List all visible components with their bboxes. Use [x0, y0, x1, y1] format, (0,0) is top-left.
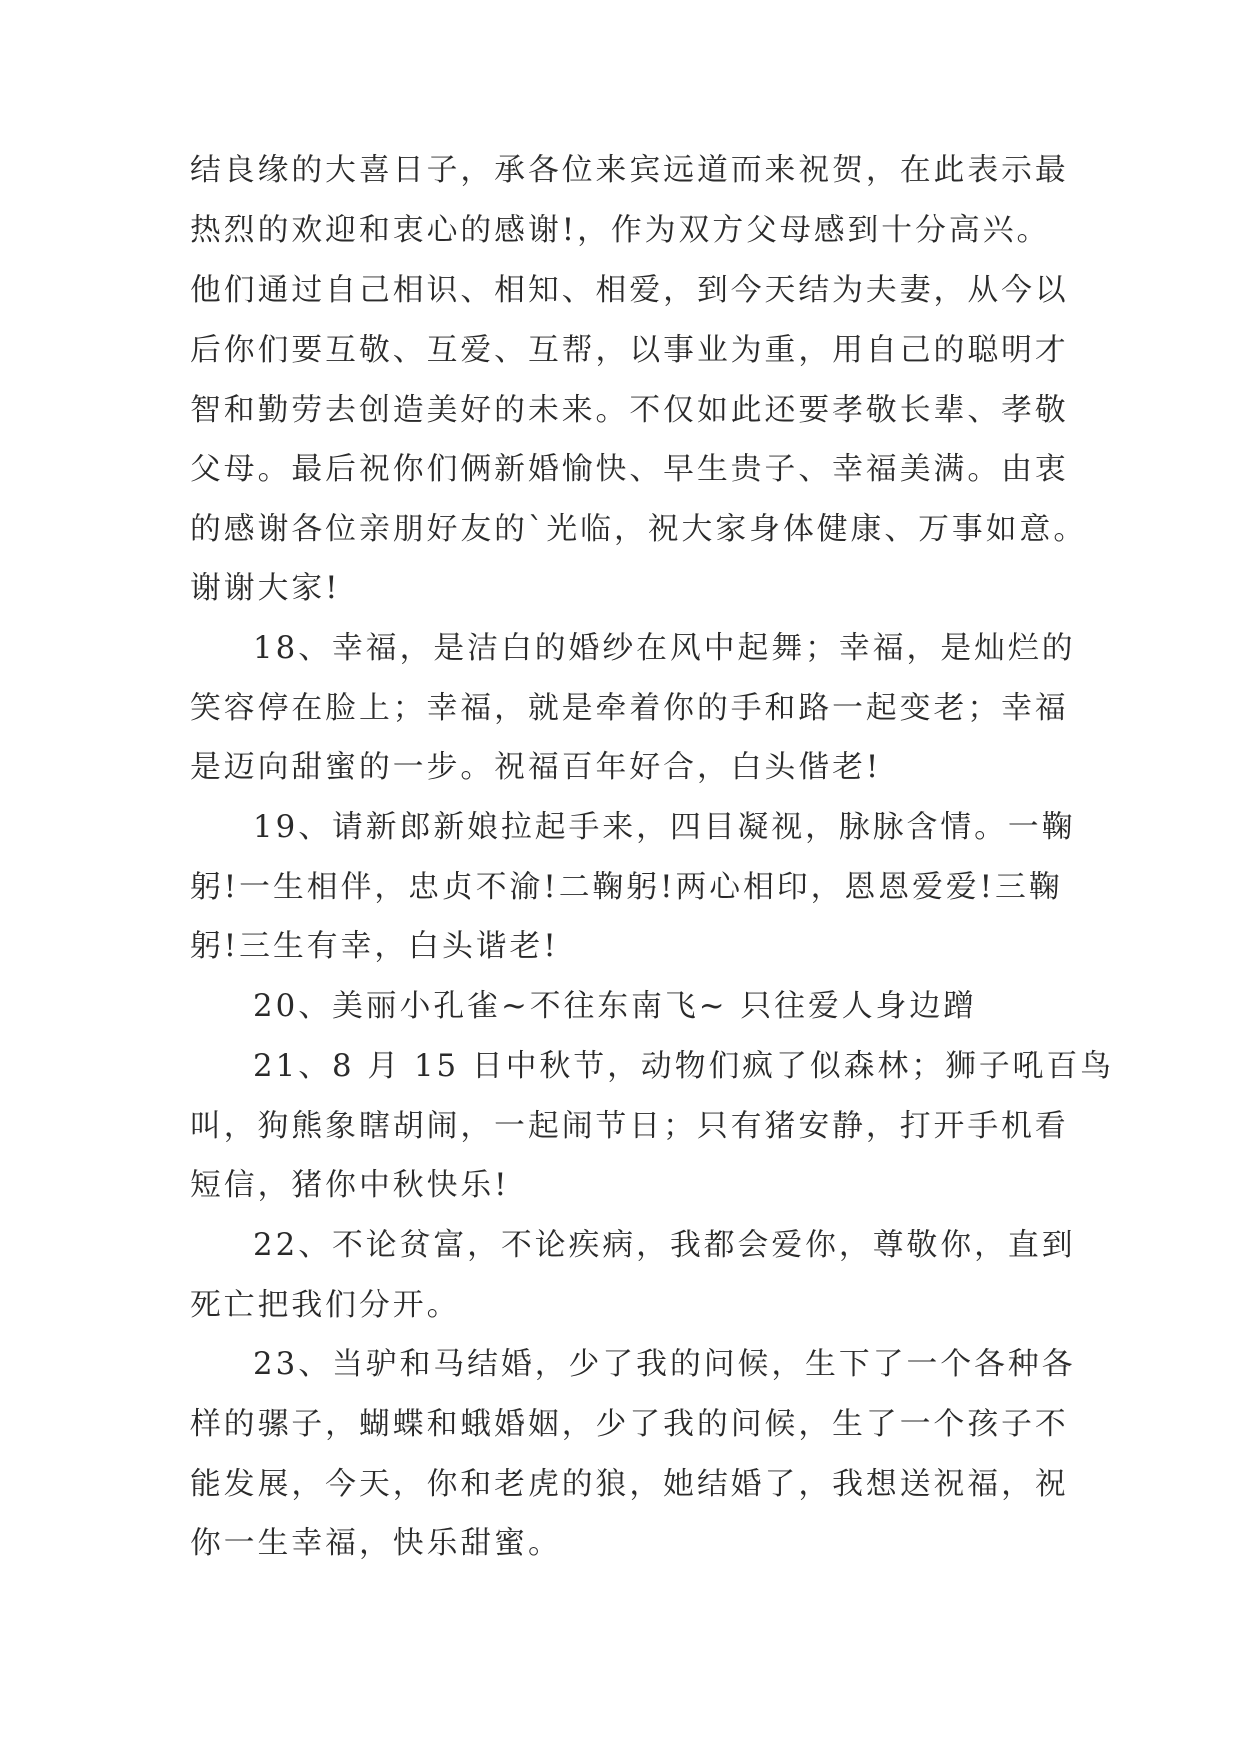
text-line: 叫，狗熊象瞎胡闹，一起闹节日；只有猪安静，打开手机看: [190, 1108, 1069, 1144]
text-line: 你一生幸福，快乐甜蜜。: [190, 1525, 562, 1561]
text-line: 结良缘的大喜日子，承各位来宾远道而来祝贺，在此表示最: [190, 152, 1069, 188]
text-line: 的感谢各位亲朋好友的`光临，祝大家身体健康、万事如意。: [190, 511, 1088, 547]
text-line: 死亡把我们分开。: [190, 1287, 461, 1323]
paragraph-start-line: 21、8 月 15 日中秋节，动物们疯了似森林；狮子吼百鸟: [253, 1048, 1115, 1084]
text-line: 样的骡子，蝴蝶和蛾婚姻，少了我的问候，生了一个孩子不: [190, 1406, 1069, 1442]
paragraph-start-line: 18、幸福，是洁白的婚纱在风中起舞；幸福，是灿烂的: [253, 630, 1076, 666]
text-line: 是迈向甜蜜的一步。祝福百年好合，白头偕老!: [190, 749, 882, 785]
paragraph-start-line: 22、不论贫富，不论疾病，我都会爱你，尊敬你，直到: [253, 1227, 1076, 1263]
paragraph-start-line: 23、当驴和马结婚，少了我的问候，生下了一个各种各: [253, 1346, 1076, 1382]
text-line: 笑容停在脸上；幸福，就是牵着你的手和路一起变老；幸福: [190, 690, 1069, 726]
text-line: 躬!一生相伴，忠贞不渝!二鞠躬!两心相印，恩恩爱爱!三鞠: [190, 869, 1063, 905]
text-line: 智和勤劳去创造美好的未来。不仅如此还要孝敬长辈、孝敬: [190, 392, 1069, 428]
text-line: 谢谢大家!: [190, 570, 341, 606]
text-line: 热烈的欢迎和衷心的感谢!，作为双方父母感到十分高兴。: [190, 212, 1051, 248]
text-line: 后你们要互敬、互爱、互帮，以事业为重，用自己的聪明才: [190, 332, 1069, 368]
text-line: 父母。最后祝你们俩新婚愉快、早生贵子、幸福美满。由衷: [190, 451, 1069, 487]
paragraph-start-line: 19、请新郎新娘拉起手来，四目凝视，脉脉含情。一鞠: [253, 809, 1076, 845]
text-line: 短信，猪你中秋快乐!: [190, 1167, 510, 1203]
paragraph-start-line: 20、美丽小孔雀~不往东南飞~ 只往爱人身边蹭: [253, 988, 977, 1024]
text-line: 躬!三生有幸，白头谐老!: [190, 928, 559, 964]
text-line: 能发展，今天，你和老虎的狼，她结婚了，我想送祝福，祝: [190, 1466, 1069, 1502]
text-line: 他们通过自己相识、相知、相爱，到今天结为夫妻，从今以: [190, 272, 1069, 308]
